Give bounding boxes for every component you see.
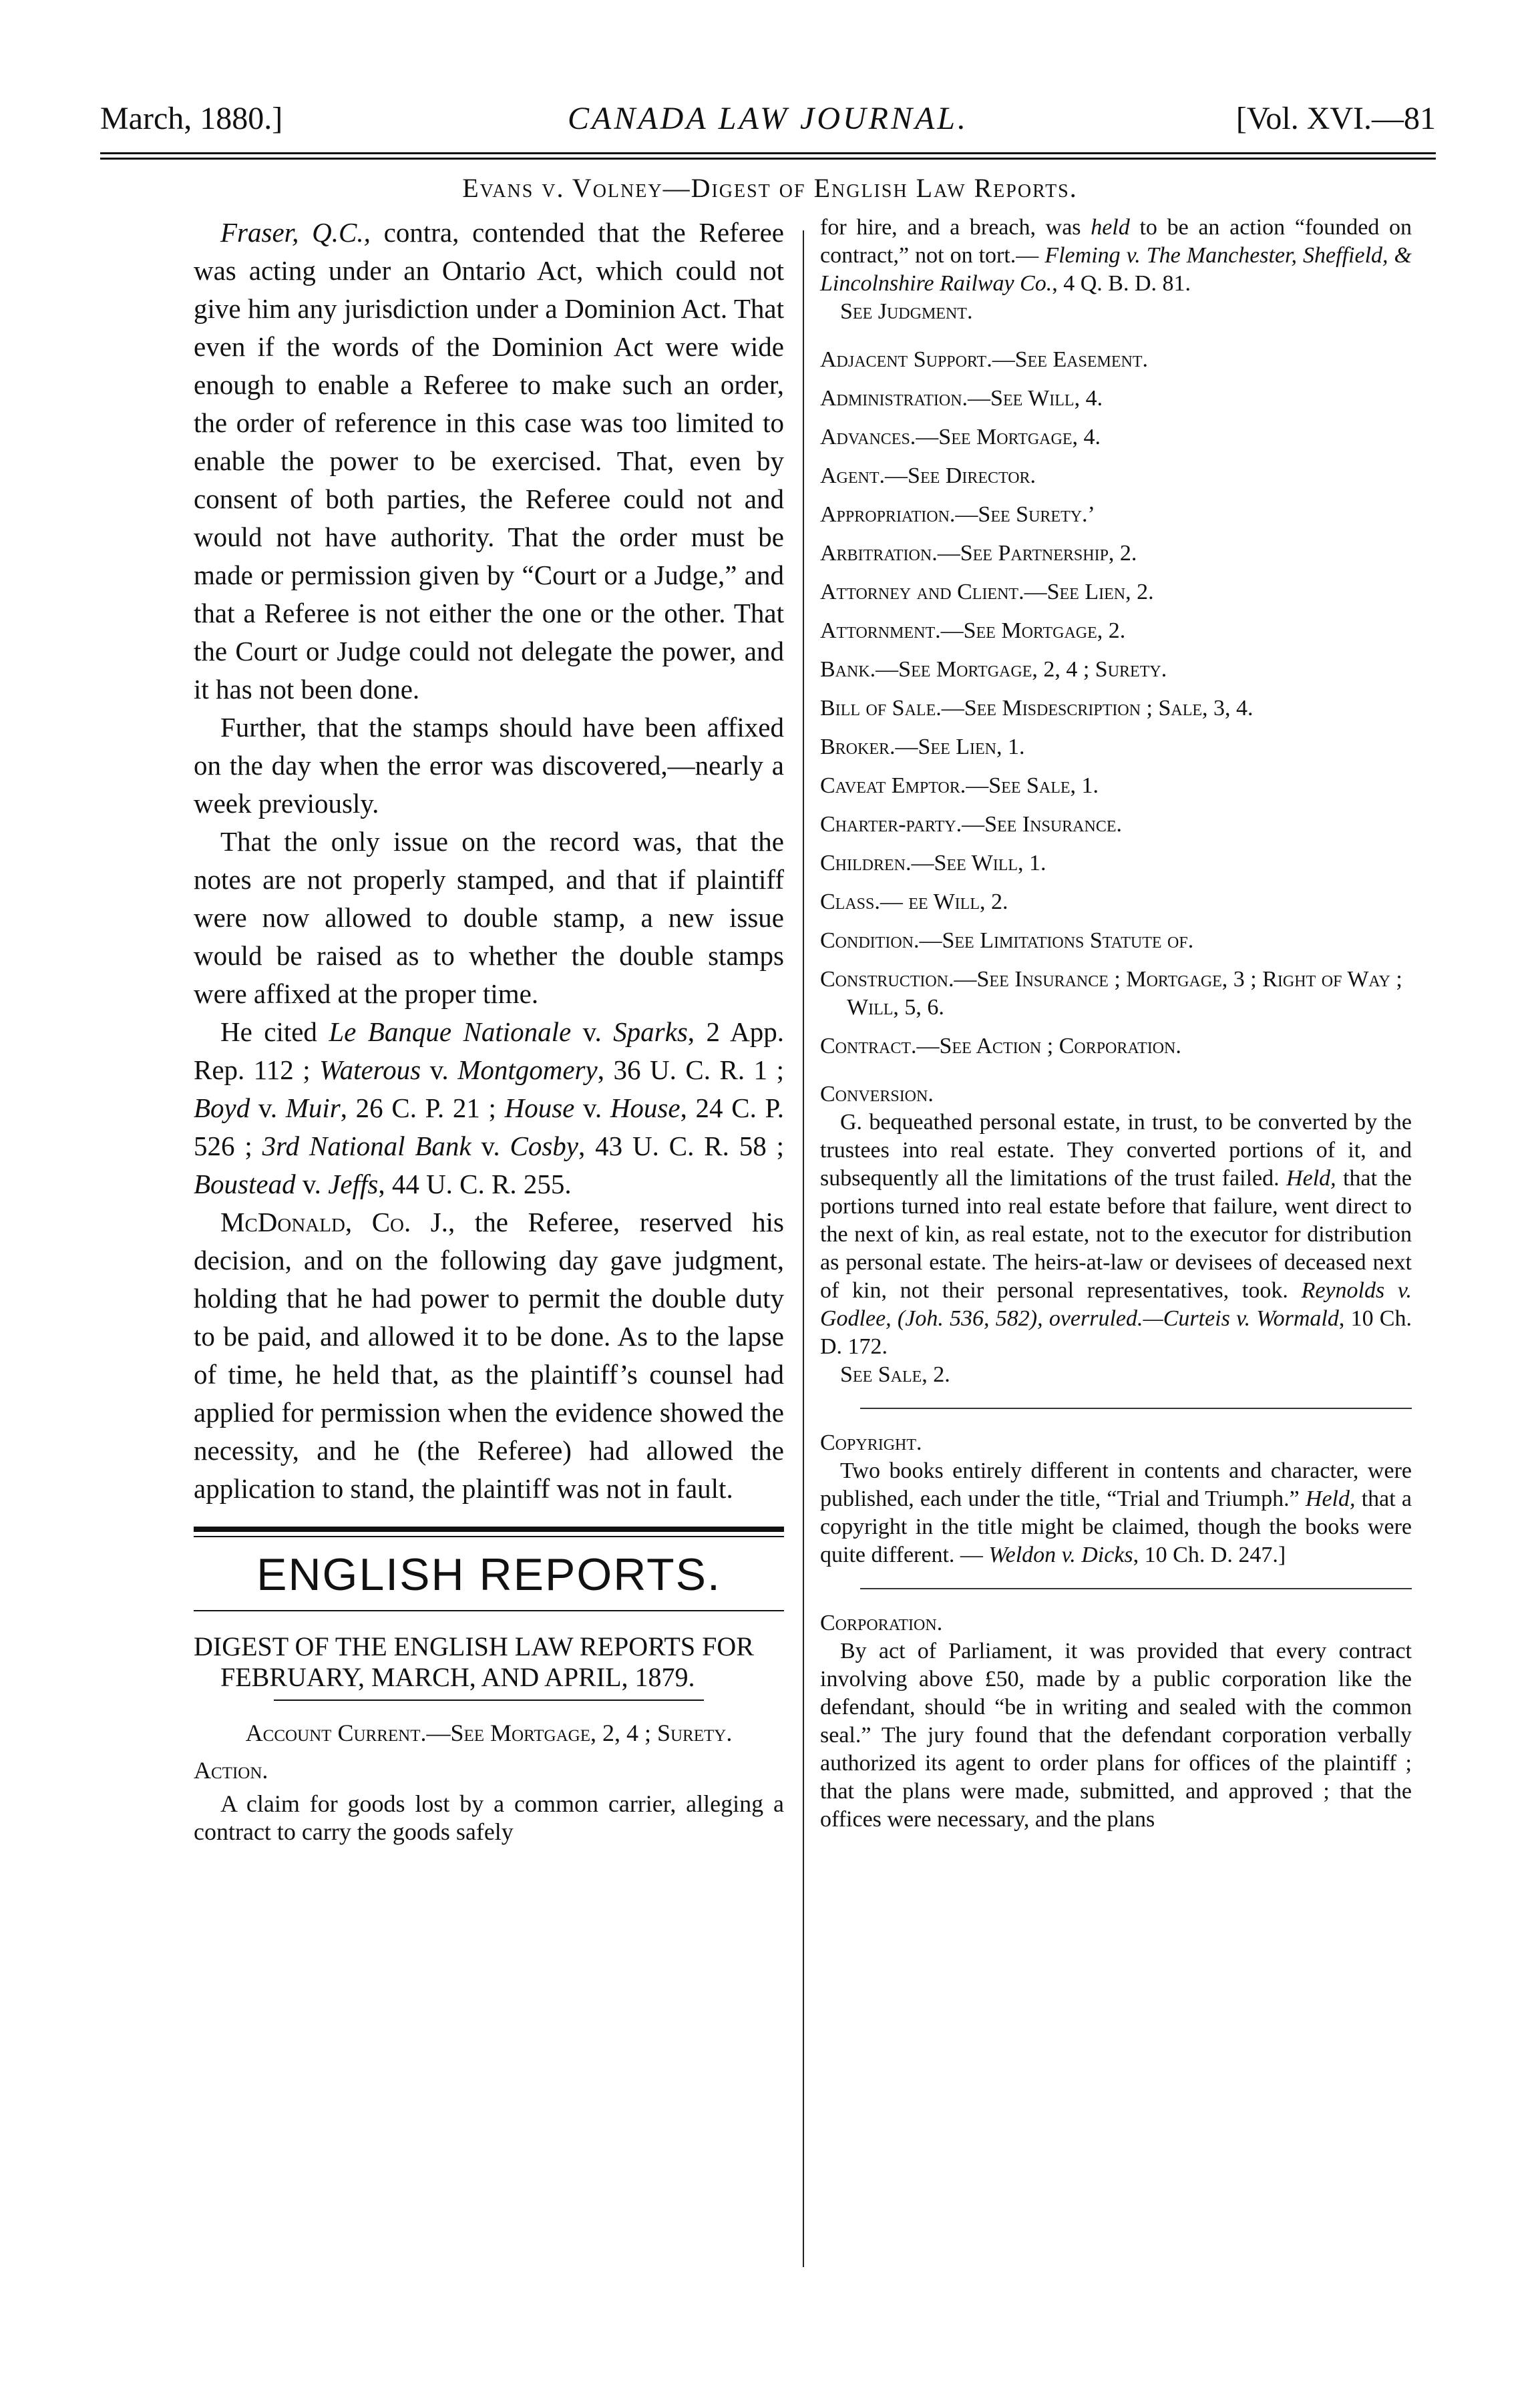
title-rule [194, 1610, 784, 1611]
counsel-name: Fraser, Q.C., [220, 217, 371, 248]
index-entry: Contract.—See Action ; Corporation. [820, 1034, 1181, 1058]
index-entry: Agent.—See Director. [820, 463, 1036, 488]
journal-title: CANADA LAW JOURNAL. [568, 101, 968, 136]
action-body: A claim for goods lost by a common carrier, alleging a contract to carry the goods safely [194, 1790, 784, 1845]
paragraph-judgment: McDonald, Co. J., the Referee, reserved his decision, and on the following day gave judgment, holding that he had power to permit the double duty to be paid, and allowed it to be done. As to the lapse of time, he held that, as the plaintiff’s counsel had applied for permission when the evidence showed the necessity, and he (the Referee) had allowed the application to stand, the plaintiff was not in fault. [194, 1207, 784, 1504]
cross-reference-list [820, 346, 1412, 1060]
paragraph-stamps: Further, that the stamps should have been affixed on the day when the error was discovered,—nearly a week previously. [194, 712, 784, 819]
index-entry: Construction.—See Insurance ; Mortgage, 3 ; Right of Way ; Will, 5, 6. [820, 967, 1402, 1020]
index-entry: Condition.—See Limitations Statute of. [820, 928, 1194, 953]
section-title: ENGLISH REPORTS. [256, 1549, 721, 1600]
conversion-body: G. bequeathed personal estate, in trust, to be converted by the trustees into real estate. They converted portions of it, and subsequently all the limitations of the trust failed. Held, that the portions turned into real estate before that failure, went direct to the next of kin, as real estate, not to the executor for distribution as personal estate. The heirs-at-law or devisees of deceased next of kin, not their personal representatives, took. Reynolds v. Godlee, (Joh. 536, 582), overruled.—Curteis v. Wormald, 10 Ch. D. 172. [820, 1110, 1412, 1359]
copyright-body: Two books entirely different in contents and character, were published, each under the title, “Trial and Triumph.” Held, that a copyright in the title might be claimed, though the books were quite different. — Weldon v. Dicks, 10 Ch. D. 247.] [820, 1458, 1412, 1567]
column-divider [803, 230, 804, 2267]
digest-title: DIGEST OF THE ENGLISH LAW REPORTS FOR FEBRUARY, MARCH, AND APRIL, 1879. [194, 1631, 754, 1692]
entry-action-head: Action. [194, 1757, 268, 1784]
index-entry: Charter-party.—See Insurance. [820, 812, 1122, 837]
see-judgment: See Judgment. [840, 299, 973, 324]
index-entry: Broker.—See Lien, 1. [820, 735, 1025, 759]
action-continuation: for hire, and a breach, was held to be an action “founded on contract,” not on tort.— Fleming v. The Manchester, Sheffield, & Lincolnshire Railway Co., 4 Q. B. D. 81. [820, 215, 1412, 296]
right-column [820, 214, 1412, 1834]
left-column [194, 214, 784, 1846]
corporation-body: By act of Parliament, it was provided that every contract involving above £50, made by a public corporation like the defendant, should “be in writing and sealed with the common seal.” The jury found that the defendant corporation verbally authorized its agent to order plans for offices of the plaintiff ; that the plans were made, submitted, and approved ; that the offices were necessary, and the plans [820, 1639, 1412, 1832]
entry-account-current: Account Current.—See Mortgage, 2, 4 ; Surety. [245, 1720, 733, 1746]
index-entry: Bill of Sale.—See Misdescription ; Sale, 3, 4. [820, 696, 1254, 721]
header-rule-bottom [100, 158, 1436, 160]
see-sale: See Sale, 2. [840, 1362, 950, 1387]
paragraph-fraser: Fraser, Q.C., contra, contended that the Referee was acting under an Ontario Act, which could not give him any jurisdiction under a Dominion Act. That even if the words of the Dominion Act were wide enough to enable a Referee to make such an order, the order of reference in this case was too limited to enable the power to be exercised. That, even by consent of both parties, the Referee could not and would not have authority. That the order must be made or permission given by “Court or a Judge,” and that a Referee is not either the one or the other. That the Court or Judge could not delegate the power, and it has not been done. [194, 217, 784, 705]
corporation-heading: Corporation. [820, 1611, 943, 1635]
paragraph-citations: He cited Le Banque Nationale v. Sparks, 2 App. Rep. 112 ; Waterous v. Montgomery, 36 U. C. R. 1 ; Boyd v. Muir, 26 C. P. 21 ; House v. House, 24 C. P. 526 ; 3rd National Bank v. Cosby, 43 U. C. R. 58 ; Boustead v. Jeffs, 44 U. C. R. 255. [194, 1016, 785, 1199]
index-entry: Class.— ee Will, 2. [820, 889, 1008, 914]
index-entry: Bank.—See Mortgage, 2, 4 ; Surety. [820, 657, 1167, 682]
index-entry: Advances.—See Mortgage, 4. [820, 425, 1101, 449]
entry-separator [860, 1408, 1412, 1409]
index-entry: Caveat Emptor.—See Sale, 1. [820, 773, 1099, 798]
section-rule-heavy [194, 1527, 784, 1532]
header-rule-top [100, 152, 1436, 154]
header-date: March, 1880.] [100, 101, 283, 136]
running-header [100, 100, 1436, 147]
entry-separator [860, 1588, 1412, 1589]
index-entry: Attorney and Client.—See Lien, 2. [820, 580, 1154, 604]
index-entry: Attornment.—See Mortgage, 2. [820, 618, 1126, 643]
digest-rule [274, 1700, 704, 1701]
index-entry: Appropriation.—See Surety.’ [820, 502, 1095, 527]
index-entry: Administration.—See Will, 4. [820, 386, 1103, 411]
section-rule-thin [194, 1536, 784, 1537]
index-entry: Adjacent Support.—See Easement. [820, 347, 1149, 372]
conversion-heading: Conversion. [820, 1082, 934, 1107]
index-entry: Arbitration.—See Partnership, 2. [820, 541, 1137, 566]
index-entry: Children.—See Will, 1. [820, 851, 1046, 875]
section-subheader: Evans v. Volney—Digest of English Law Reports. [462, 173, 1078, 203]
paragraph-issue: That the only issue on the record was, that the notes are not properly stamped, and that if plaintiff were now allowed to double stamp, a new issue would be raised as to whether the double stamps were affixed at the proper time. [194, 826, 784, 1009]
copyright-heading: Copyright. [820, 1430, 922, 1455]
volume-page: [Vol. XVI.—81 [1235, 101, 1436, 136]
